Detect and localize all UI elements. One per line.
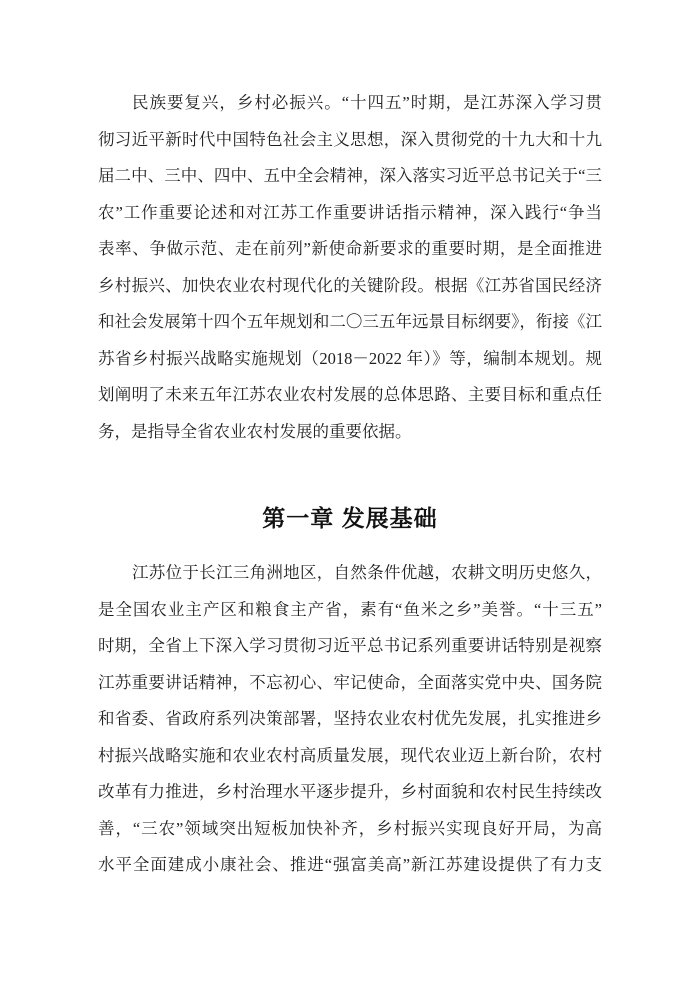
text-line: 时期，全省上下深入学习贯彻习近平总书记系列重要讲话特别是视察 <box>98 636 602 655</box>
text-line: 村振兴战略实施和农业农村高质量发展，现代农业迈上新台阶，农村 <box>98 745 602 765</box>
text-line: 乡村振兴、加快农业农村现代化的关键阶段。根据《江苏省国民经济 <box>98 275 602 295</box>
text-line: 彻习近平新时代中国特色社会主义思想，深入贯彻党的十九大和十九 <box>98 129 602 149</box>
text-line: 届二中、三中、四中、五中全会精神，深入落实习近平总书记关于“三 <box>98 166 602 185</box>
text-line: 江苏重要讲话精神，不忘初心、牢记使命，全面落实党中央、国务院 <box>98 672 602 692</box>
text-line: 农”工作重要论述和对江苏工作重要讲话指示精神，深入践行“争当 <box>98 202 602 222</box>
text-line: 划阐明了未来五年江苏农业农村发展的总体思路、主要目标和重点任 <box>98 385 602 404</box>
text-line: 善，“三农”领域突出短板加快补齐，乡村振兴实现良好开局，为高 <box>98 818 602 838</box>
text-line: 和社会发展第十四个五年规划和二〇三五年远景目标纲要》，衔接《江 <box>98 312 602 331</box>
intro-paragraph <box>98 85 602 450</box>
text-line: 表率、争做示范、走在前列”新使命新要求的重要时期，是全面推进 <box>98 239 602 258</box>
chapter-heading: 第一章 发展基础 <box>262 505 438 531</box>
text-line: 是全国农业主产区和粮食主产省，素有“鱼米之乡”美誉。“十三五” <box>98 599 602 619</box>
text-line: 改革有力推进，乡村治理水平逐步提升，乡村面貌和农村民生持续改 <box>98 782 602 801</box>
text-line: 民族要复兴，乡村必振兴。“十四五”时期，是江苏深入学习贯 <box>132 93 602 112</box>
text-line: 江苏位于长江三角洲地区，自然条件优越，农耕文明历史悠久， <box>132 563 602 582</box>
text-line: 苏省乡村振兴战略实施规划（2018－2022 年）》等，编制本规划。规 <box>98 348 602 368</box>
text-line: 务，是指导全省农业农村发展的重要依据。 <box>98 421 412 441</box>
text-line: 和省委、省政府系列决策部署，坚持农业农村优先发展，扎实推进乡 <box>98 709 602 728</box>
chapter-paragraph <box>98 555 602 884</box>
text-line: 水平全面建成小康社会、推进“强富美高”新江苏建设提供了有力支 <box>98 855 602 874</box>
